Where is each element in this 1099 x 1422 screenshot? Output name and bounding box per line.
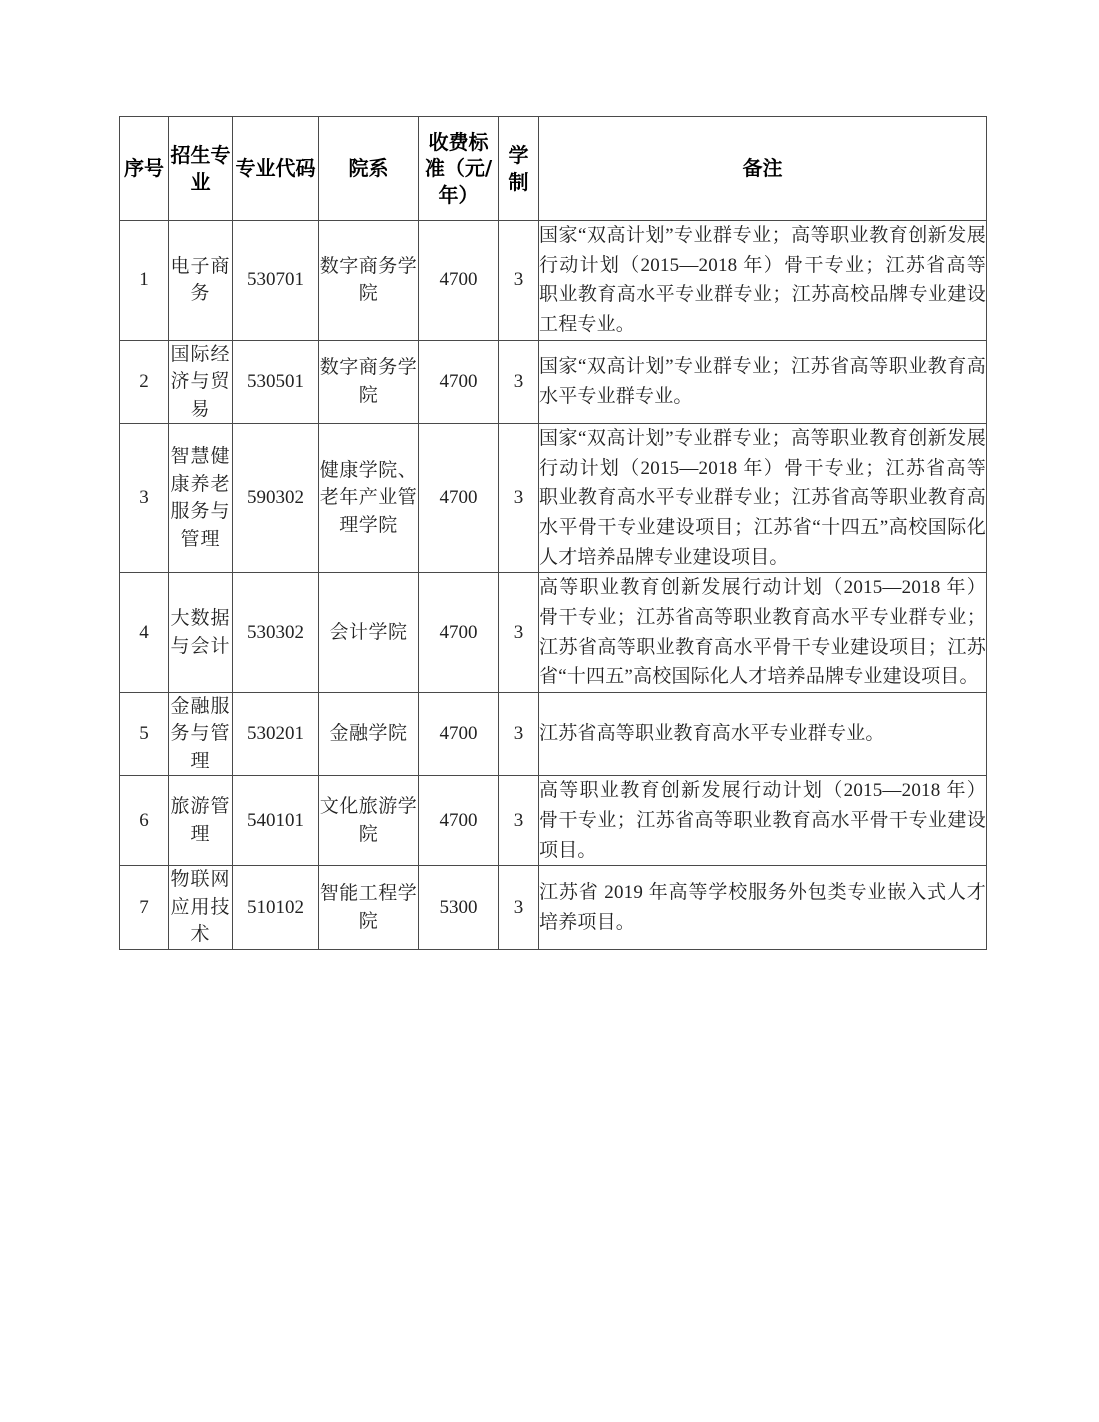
column-header-code (233, 117, 319, 221)
cell-remark: 高等职业教育创新发展行动计划（2015—2018 年）骨干专业；江苏省高等职业教育高水平专业群专业；江苏省高等职业教育高水平骨干专业建设项目；江苏省“十四五”高校国际化人才培养品牌专业建设项目。 (539, 573, 987, 693)
cell-fee: 4700 (419, 573, 499, 693)
majors-table-container (119, 116, 986, 950)
table-header-row (120, 117, 987, 221)
cell-remark: 国家“双高计划”专业群专业；高等职业教育创新发展行动计划（2015—2018 年）骨干专业；江苏省高等职业教育高水平专业群专业；江苏高校品牌专业建设工程专业。 (539, 221, 987, 341)
cell-code: 530302 (233, 573, 319, 693)
table-row (120, 692, 987, 776)
cell-college: 智能工程学院 (319, 866, 419, 950)
column-header-college (319, 117, 419, 221)
table-header (120, 117, 987, 221)
cell-years: 3 (499, 573, 539, 693)
cell-index: 2 (120, 340, 169, 424)
cell-fee: 4700 (419, 776, 499, 866)
cell-major: 电子商务 (169, 221, 233, 341)
cell-major: 国际经济与贸易 (169, 340, 233, 424)
column-header-fee-label: 收费标准（元/年） (424, 129, 493, 207)
cell-fee: 4700 (419, 221, 499, 341)
table-row (120, 866, 987, 950)
column-header-remark-label: 备注 (742, 156, 783, 181)
cell-remark: 江苏省 2019 年高等学校服务外包类专业嵌入式人才培养项目。 (539, 866, 987, 950)
cell-years: 3 (499, 424, 539, 573)
column-header-fee (419, 117, 499, 221)
cell-index: 7 (120, 866, 169, 950)
cell-index: 5 (120, 692, 169, 776)
column-header-major (169, 117, 233, 221)
cell-years: 3 (499, 866, 539, 950)
table-row (120, 573, 987, 693)
cell-fee: 4700 (419, 340, 499, 424)
cell-remark: 江苏省高等职业教育高水平专业群专业。 (539, 692, 987, 776)
cell-college: 健康学院、老年产业管理学院 (319, 424, 419, 573)
cell-years: 3 (499, 340, 539, 424)
column-header-years-label: 学制 (508, 143, 529, 194)
cell-fee: 5300 (419, 866, 499, 950)
cell-major: 大数据与会计 (169, 573, 233, 693)
table-body (120, 221, 987, 950)
table-row (120, 776, 987, 866)
cell-index: 1 (120, 221, 169, 341)
cell-remark: 国家“双高计划”专业群专业；江苏省高等职业教育高水平专业群专业。 (539, 340, 987, 424)
cell-college: 数字商务学院 (319, 340, 419, 424)
column-header-years (499, 117, 539, 221)
cell-fee: 4700 (419, 692, 499, 776)
cell-code: 530701 (233, 221, 319, 341)
majors-table (119, 116, 987, 950)
column-header-index-label: 序号 (124, 156, 164, 181)
table-row (120, 221, 987, 341)
cell-major: 金融服务与管理 (169, 692, 233, 776)
cell-major: 智慧健康养老服务与管理 (169, 424, 233, 573)
cell-index: 4 (120, 573, 169, 693)
cell-code: 590302 (233, 424, 319, 573)
column-header-code-label: 专业代码 (235, 156, 316, 181)
cell-college: 数字商务学院 (319, 221, 419, 341)
column-header-major-label: 招生专业 (170, 143, 231, 194)
cell-remark: 高等职业教育创新发展行动计划（2015—2018 年）骨干专业；江苏省高等职业教育高水平骨干专业建设项目。 (539, 776, 987, 866)
cell-index: 3 (120, 424, 169, 573)
cell-years: 3 (499, 692, 539, 776)
cell-major: 旅游管理 (169, 776, 233, 866)
table-row (120, 340, 987, 424)
cell-code: 530501 (233, 340, 319, 424)
table-row (120, 424, 987, 573)
cell-remark: 国家“双高计划”专业群专业；高等职业教育创新发展行动计划（2015—2018 年）骨干专业；江苏省高等职业教育高水平专业群专业；江苏省高等职业教育高水平骨干专业建设项目；江苏省“十四五”高校国际化人才培养品牌专业建设项目。 (539, 424, 987, 573)
cell-code: 510102 (233, 866, 319, 950)
column-header-index (120, 117, 169, 221)
cell-code: 540101 (233, 776, 319, 866)
cell-code: 530201 (233, 692, 319, 776)
cell-years: 3 (499, 221, 539, 341)
column-header-college-label: 院系 (348, 156, 389, 181)
cell-college: 金融学院 (319, 692, 419, 776)
cell-college: 文化旅游学院 (319, 776, 419, 866)
cell-fee: 4700 (419, 424, 499, 573)
cell-index: 6 (120, 776, 169, 866)
column-header-remark (539, 117, 987, 221)
cell-major: 物联网应用技术 (169, 866, 233, 950)
cell-college: 会计学院 (319, 573, 419, 693)
cell-years: 3 (499, 776, 539, 866)
